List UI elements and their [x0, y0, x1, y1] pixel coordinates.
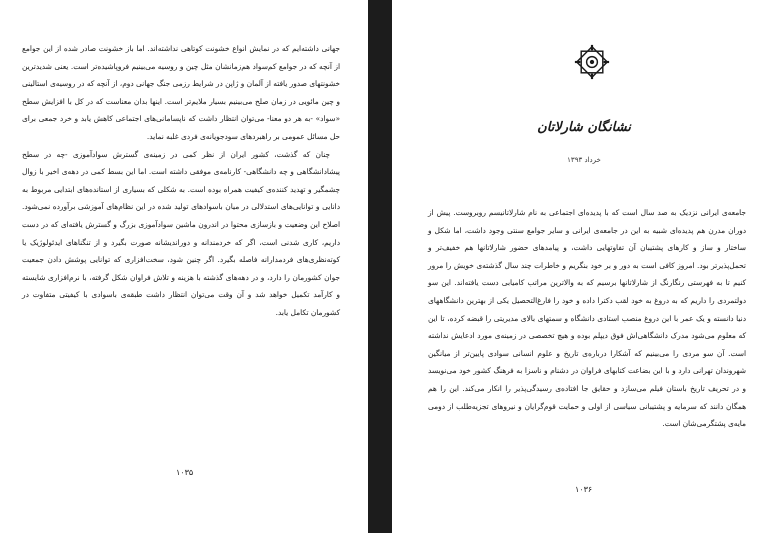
right-page-body: [428, 204, 746, 433]
book-gutter: [368, 0, 392, 533]
left-paragraph-1: جهانی داشته‌ایم که در نمایش انواع خشونت کوتاهی نداشته‌اند. اما باز خشونت صادر شده از این جوامع از آنچه که در جوامع کم‌سواد هم‌زمانشان مثل چین و روسیه می‌بینیم فروپاشیده‌تر است. یعنی شدیدترین خشونتهای صدور یافته از آلمان و ژاپن در شرایط رزمی جنگ جهانی دوم، از آنچه که در روسیه‌ی استالینی و چین مائویی در زمان صلح می‌بینیم بسیار ملایم‌تر است. اینها بدان معناست که در کل با افزایش سطح «سواد» -به هر دو معنا- می‌توان انتظار داشت که ناپسامانی‌های اجتماعی کاهش یابد و خرد جمعی برای حل مسائل عمومی بر راهبردهای سودجویانه‌ی فردی غلبه نماید.: [22, 44, 340, 141]
ornament-logo-icon: [574, 44, 610, 80]
left-page: [0, 0, 368, 533]
logo-caption: نشانگان شارلاتان: [537, 120, 631, 135]
right-page: [392, 0, 768, 533]
issue-date: خرداد ۱۳۹۳: [567, 156, 601, 164]
left-page-body: [22, 40, 340, 322]
left-paragraph-2: چنان که گذشت، کشور ایران از نظر کمی در زمینه‌ی گسترش سوادآموزی -چه در سطح پیشادانشگاهی و چه دانشگاهی- کارنامه‌ی موفقی داشته است. اما این بسط کمی در دهه‌ی اخیر با زوال چشمگیر و تهدید کننده‌ی کیفیت همراه بوده است. به شکلی که بسیاری از استانده‌های ابتدایی مربوط به دانایی و توانایی‌های استدلالی در میان باسوادهای تولید شده در این نظام‌های آموزشی برآورده نمی‌شود. اصلاح این وضعیت و بازسازی محتوا در اندرون ماشین سوادآموزی بزرگ و گسترش یافته‌ای که در دست داریم، کاری شدنی است، اگر که خردمندانه و دوراندیشانه صورت بگیرد و از تنگناهای ایدئولوژیک یا کوته‌نظری‌های فردمدارانه فاصله بگیرد. اگر چنین شود، سخت‌افزاری که توانایی پوشش دادن جمعیت جوان کشورمان را دارد، و در دهه‌های گذشته با هزینه و تلاش فراوان شکل گرفته، با نرم‌افزاری شایسته و کارآمد تکمیل خواهد شد و آن وقت می‌توان انتظار داشت طبقه‌ی باسوادی با کیفیتی متفاوت در کشورمان تکامل یابد.: [22, 149, 340, 317]
right-page-number: ۱۰۳۶: [575, 485, 593, 494]
right-paragraph-1: جامعه‌ی ایرانی نزدیک به صد سال است که با پدیده‌ای اجتماعی به نام شارلاتانیسم روبروست. پیش از دوران مدرن هم پدیده‌ای شبیه به این در جامعه‌ی ایرانی و سایر جوامع سنتی وجود داشت، اما شکل و ساختار و ساز و کارهای پشتیبان آن تفاوتهایی داشت، و پیامدهای حضور شارلاتانها هم خفیف‌تر و تحمل‌پذیرتر بود. امروز کافی است به دور و بر خود بنگریم و خاطرات چند سال گذشته‌ی خویش را مرور کنیم تا به فهرستی رنگارنگ از شارلاتانها برسیم که به والاترین مراتب کامیابی دست یافته‌اند. این سو دولتمردی را داریم که به دروغ به خود لقب دکترا داده و خود را فارغ‌التحصیل یکی از بهترین دانشگاههای دنیا دانسته و یک عمر با این دروغ منصب استادی دانشگاه و سمتهای بالای مدیریتی را قبضه کرده، تا این که معلوم می‌شود مدرک دانشگاهی‌اش فوق دیپلم بوده و هیچ تخصصی در زمینه‌ی مورد ادعایش نداشته است. آن سو مردی را می‌بینیم که آشکارا درباره‌ی تاریخ و علوم انسانی سوادی پایین‌تر از میانگین شهروندان تهرانی دارد و با این بضاعت کتابهای فراوان در دشنام و ناسزا به فرهنگ کشور خود می‌نویسد و در تحریف تاریخ باستان فیلم می‌سازد و حقایق جا افتاده‌ی رسیدگی‌پذیر را انکار می‌کند. این را هم همگان دانند که سرمایه و پشتیبانی سیاسی از اولی و حمایت قوم‌گرایان و نیروهای تجزیه‌طلب از دومی مایه‌ی پشتگرمی‌شان است.: [428, 208, 746, 429]
left-page-number: ۱۰۳۵: [176, 468, 194, 477]
